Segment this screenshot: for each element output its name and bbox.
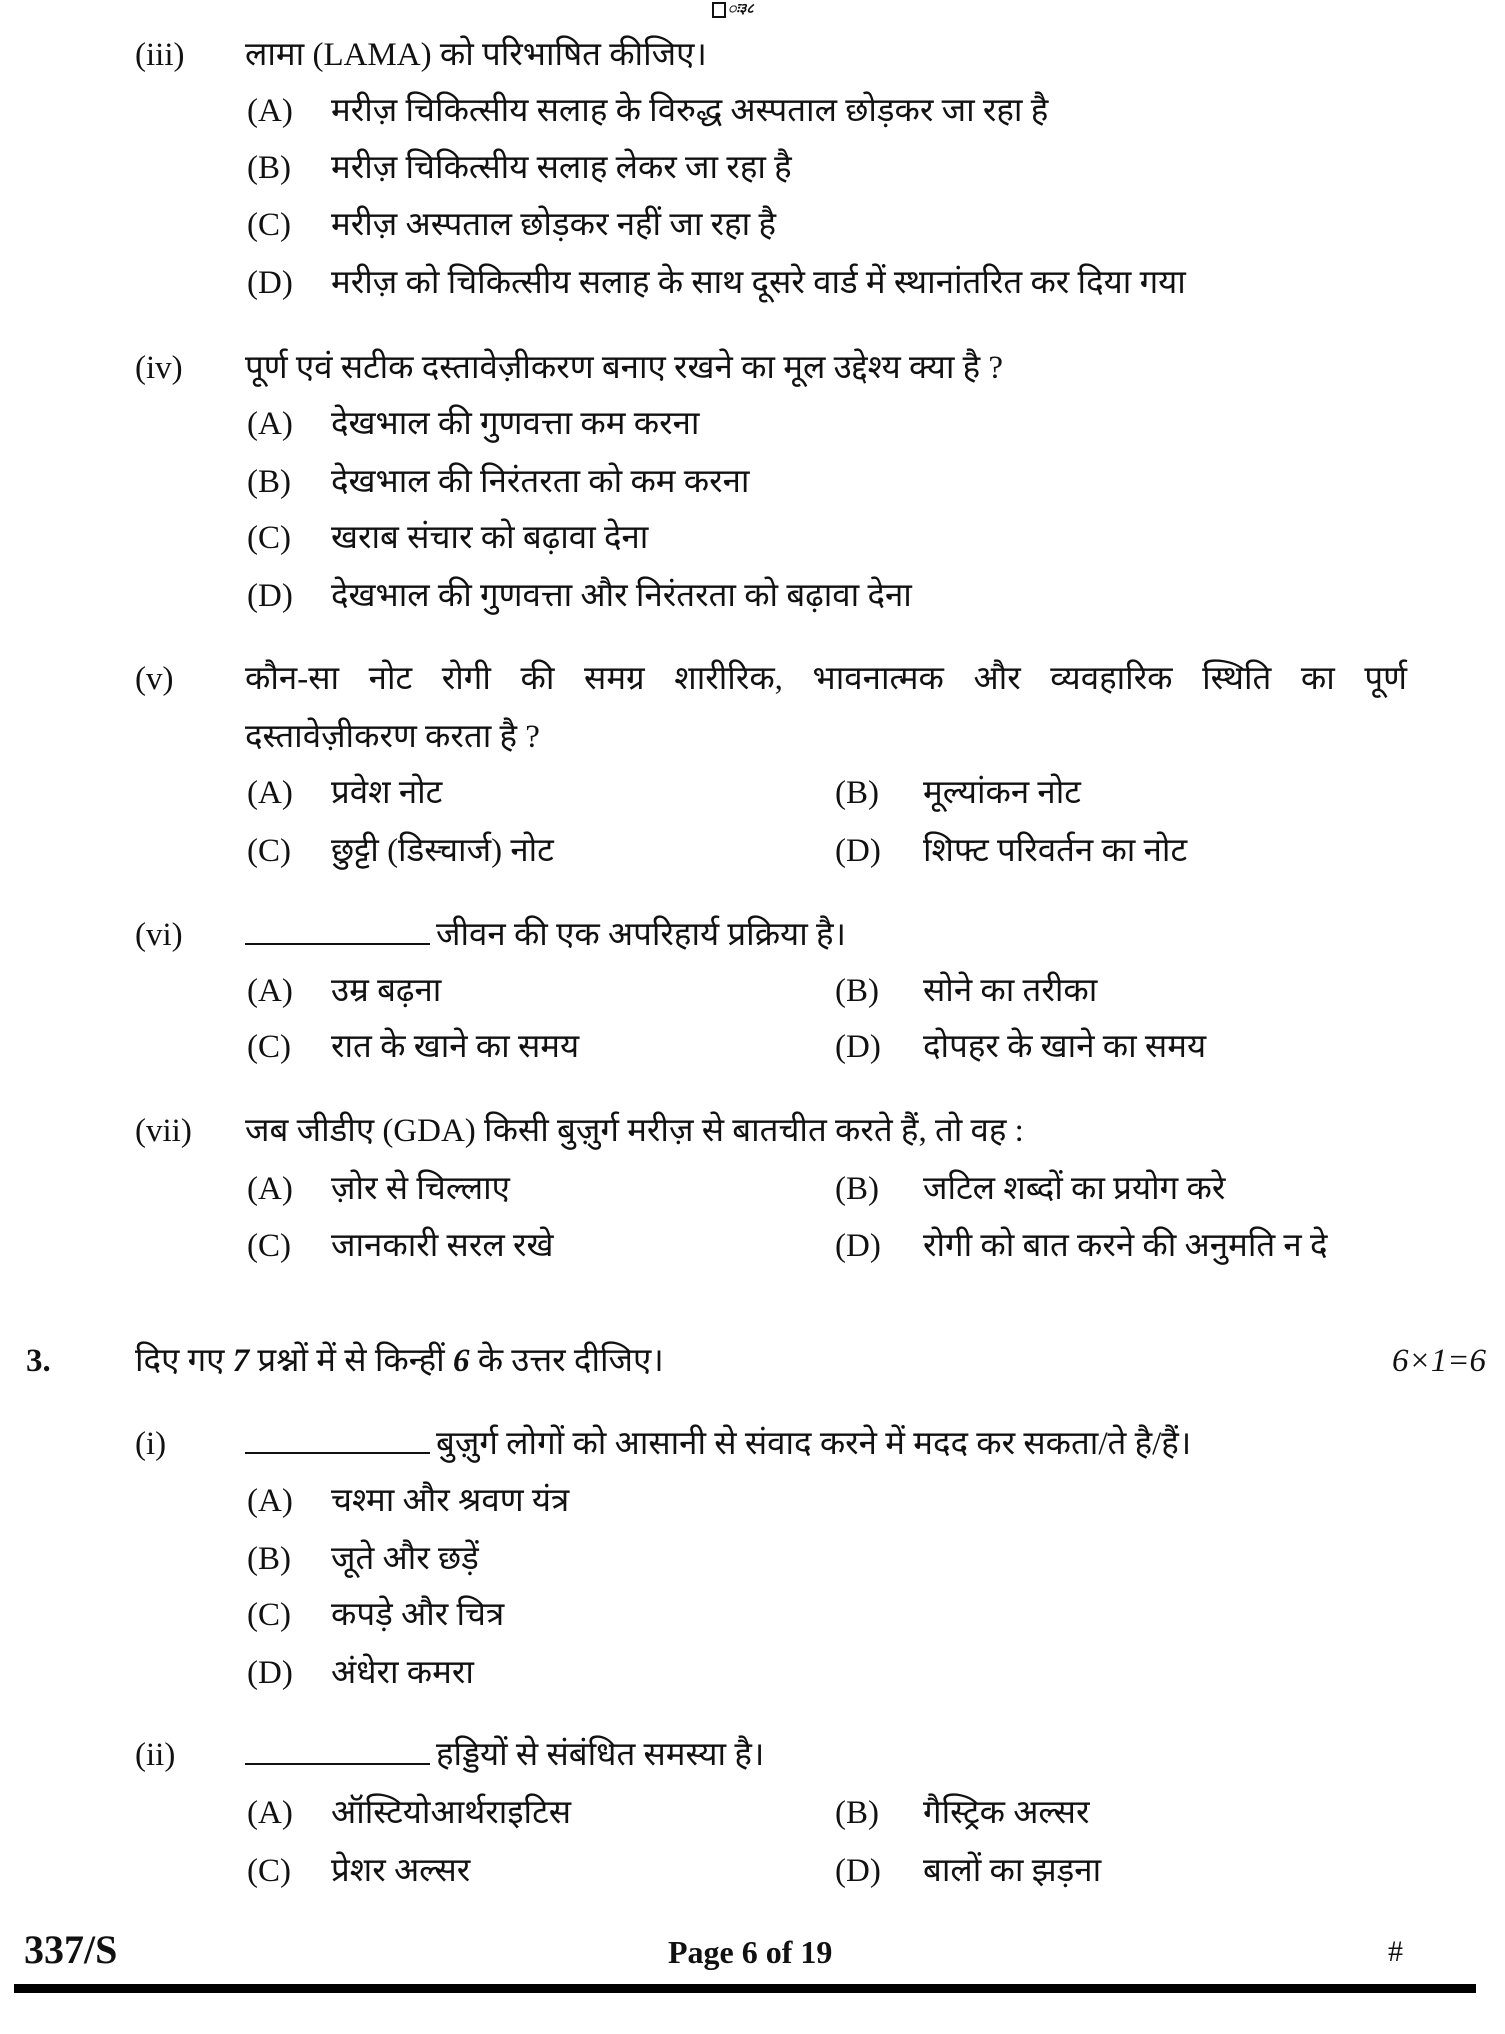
option-text: रात के खाने का समय bbox=[331, 1029, 580, 1065]
question-line bbox=[245, 1422, 1191, 1466]
question-text: बुज़ुर्ग लोगों को आसानी से संवाद करने में मदद कर सकता/ते है/हैं। bbox=[436, 1426, 1192, 1462]
question-number: (vi) bbox=[135, 917, 183, 953]
option-text: देखभाल की निरंतरता को कम करना bbox=[331, 464, 750, 500]
page-number: Page 6 of 19 bbox=[668, 1934, 833, 1970]
option-text: रोगी को बात करने की अनुमति न दे bbox=[923, 1228, 1328, 1264]
option-text: प्रवेश नोट bbox=[331, 775, 443, 811]
option-text: उम्र बढ़ना bbox=[331, 973, 442, 1009]
option-label: (A) bbox=[247, 1795, 293, 1831]
option-label: (C) bbox=[247, 207, 291, 243]
option-label: (D) bbox=[835, 1228, 881, 1264]
option-text: ऑस्टियोआर्थराइटिस bbox=[331, 1795, 572, 1831]
option-text: प्रेशर अल्सर bbox=[331, 1853, 471, 1889]
instruction-count: 6 bbox=[452, 1343, 470, 1379]
question-number: (vii) bbox=[135, 1113, 192, 1149]
question-text: हड्डियों से संबंधित समस्या है। bbox=[436, 1737, 765, 1773]
question-line bbox=[245, 913, 846, 957]
option-label: (B) bbox=[247, 150, 291, 186]
footer-rule bbox=[14, 1984, 1476, 1993]
option-text: दोपहर के खाने का समय bbox=[923, 1029, 1207, 1065]
option-text: छुट्टी (डिस्चार्ज) नोट bbox=[331, 833, 554, 869]
question-text: जीवन की एक अपरिहार्य प्रक्रिया है। bbox=[436, 917, 847, 953]
option-label: (B) bbox=[247, 1541, 291, 1577]
option-text: अंधेरा कमरा bbox=[331, 1655, 474, 1691]
option-label: (C) bbox=[247, 1029, 291, 1065]
fill-in-blank bbox=[245, 1733, 430, 1765]
instruction-text: दिए गए bbox=[135, 1343, 233, 1379]
option-text: गैस्ट्रिक अल्सर bbox=[923, 1795, 1090, 1831]
paper-code: 337/S bbox=[24, 1927, 118, 1972]
option-label: (B) bbox=[835, 1171, 879, 1207]
option-text: जूते और छड़ें bbox=[331, 1541, 479, 1577]
option-label: (D) bbox=[247, 265, 293, 301]
qr-box-icon bbox=[712, 2, 726, 18]
question-number: (ii) bbox=[135, 1737, 176, 1773]
option-label: (C) bbox=[247, 1853, 291, 1889]
option-label: (B) bbox=[247, 464, 291, 500]
option-text: मरीज़ अस्पताल छोड़कर नहीं जा रहा है bbox=[331, 207, 776, 243]
question-text: पूर्ण एवं सटीक दस्तावेज़ीकरण बनाए रखने का मूल उद्देश्य क्या है ? bbox=[245, 350, 1004, 386]
question-text: कौन-सा नोट रोगी की समग्र शारीरिक, भावनात्मक और व्यवहारिक स्थिति का पूर्ण bbox=[245, 661, 1407, 697]
option-label: (A) bbox=[247, 406, 293, 442]
option-label: (C) bbox=[247, 520, 291, 556]
option-label: (C) bbox=[247, 1228, 291, 1264]
instruction-count: 7 bbox=[232, 1343, 250, 1379]
header-mark: ः३८ bbox=[728, 2, 754, 17]
option-text: जटिल शब्दों का प्रयोग करे bbox=[923, 1171, 1226, 1207]
fill-in-blank bbox=[245, 1422, 430, 1454]
question-text-continued: दस्तावेज़ीकरण करता है ? bbox=[245, 719, 540, 755]
option-text: खराब संचार को बढ़ावा देना bbox=[331, 520, 649, 556]
instruction-text: के उत्तर दीजिए। bbox=[469, 1343, 664, 1379]
option-label: (D) bbox=[247, 1655, 293, 1691]
question-number: (i) bbox=[135, 1426, 167, 1462]
question-line bbox=[245, 1733, 764, 1777]
option-label: (A) bbox=[247, 1171, 293, 1207]
option-label: (B) bbox=[835, 1795, 879, 1831]
option-label: (A) bbox=[247, 1483, 293, 1519]
option-text: मूल्यांकन नोट bbox=[923, 775, 1081, 811]
section-instruction bbox=[135, 1339, 664, 1383]
question-text: जब जीडीए (GDA) किसी बुज़ुर्ग मरीज़ से बातचीत करते हैं, तो वह : bbox=[245, 1113, 1024, 1149]
question-number: (iii) bbox=[135, 37, 185, 73]
option-label: (C) bbox=[247, 1597, 291, 1633]
question-number: (iv) bbox=[135, 350, 183, 386]
option-text: चश्मा और श्रवण यंत्र bbox=[331, 1483, 570, 1519]
option-label: (C) bbox=[247, 833, 291, 869]
option-label: (A) bbox=[247, 93, 293, 129]
option-text: सोने का तरीका bbox=[923, 973, 1098, 1009]
section-marks: 6×1=6 bbox=[1391, 1343, 1486, 1379]
option-label: (D) bbox=[835, 833, 881, 869]
question-number: (v) bbox=[135, 661, 174, 697]
option-text: ज़ोर से चिल्लाए bbox=[331, 1171, 510, 1207]
fill-in-blank bbox=[245, 913, 430, 945]
option-label: (D) bbox=[835, 1853, 881, 1889]
question-text: लामा (LAMA) को परिभाषित कीजिए। bbox=[245, 37, 707, 73]
option-label: (B) bbox=[835, 775, 879, 811]
option-text: मरीज़ चिकित्सीय सलाह लेकर जा रहा है bbox=[331, 150, 792, 186]
option-label: (A) bbox=[247, 775, 293, 811]
option-text: कपड़े और चित्र bbox=[331, 1597, 505, 1633]
option-text: शिफ्ट परिवर्तन का नोट bbox=[923, 833, 1188, 869]
option-label: (A) bbox=[247, 973, 293, 1009]
option-text: देखभाल की गुणवत्ता कम करना bbox=[331, 406, 700, 442]
option-text: जानकारी सरल रखे bbox=[331, 1228, 554, 1264]
option-label: (D) bbox=[835, 1029, 881, 1065]
option-text: मरीज़ चिकित्सीय सलाह के विरुद्ध अस्पताल छोड़कर जा रहा है bbox=[331, 93, 1049, 129]
option-label: (D) bbox=[247, 578, 293, 614]
footer-mark: # bbox=[1388, 1935, 1403, 1968]
section-number: 3. bbox=[26, 1343, 51, 1379]
option-text: बालों का झड़ना bbox=[923, 1853, 1102, 1889]
option-text: देखभाल की गुणवत्ता और निरंतरता को बढ़ावा देना bbox=[331, 578, 912, 614]
option-label: (B) bbox=[835, 973, 879, 1009]
qr-mark bbox=[712, 0, 754, 20]
instruction-text: प्रश्नों में से किन्हीं bbox=[249, 1343, 453, 1379]
option-text: मरीज़ को चिकित्सीय सलाह के साथ दूसरे वार्ड में स्थानांतरित कर दिया गया bbox=[331, 265, 1186, 301]
